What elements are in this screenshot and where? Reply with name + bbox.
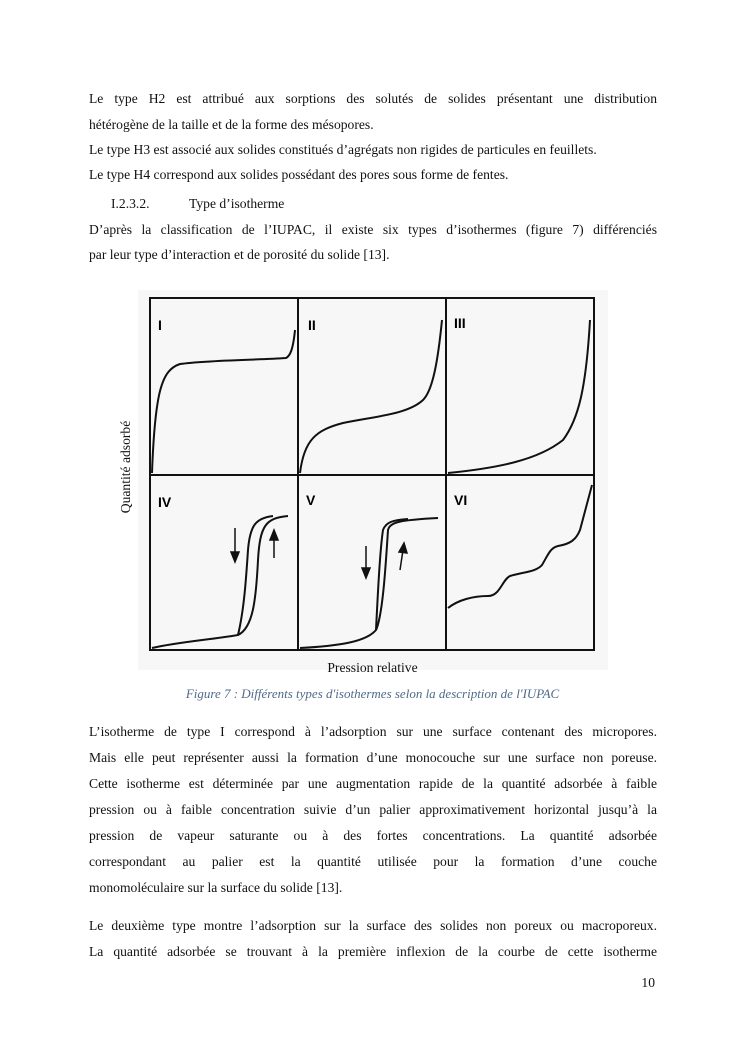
section-title: Type d’isotherme [189,196,285,211]
section-number: I.2.3.2. [111,196,150,211]
isotherm-curve-iii [448,320,590,473]
isotherm-curve-ii [300,320,442,473]
text-line: par leur type d’interaction et de porosité du solide [13]. [89,247,390,262]
text-line: hétérogène de la taille et de la forme des mésopores. [89,117,374,132]
section-heading [111,196,284,212]
text-line: Le type H3 est associé aux solides constitués d’agrégats non rigides de particules en feuillets. [89,142,597,157]
arrow-head-up-icon [270,530,278,540]
text-line: correspondant au palier est la quantité utilisée pour la formation d’une couche [89,854,657,869]
panel-label-iii: III [454,315,466,331]
text-line: Cette isotherme est déterminée par une augmentation rapide de la quantité adsorbée à faible [89,776,657,791]
isotherm-curve-i [152,330,295,473]
isotherm-curve-iv-adsorption [152,516,288,648]
panel-label-iv: IV [158,494,172,510]
text-line: Mais elle peut représenter aussi la formation d’une monocouche sur une surface non poreuse. [89,750,657,765]
text-line: Le type H4 correspond aux solides possédant des pores sous forme de fentes. [89,167,509,182]
y-axis-label: Quantité adsorbé [118,420,133,514]
arrow-head-up-icon [399,543,407,553]
text-line: D’après la classification de l’IUPAC, il existe six types d’isothermes (figure 7) différenciés [89,222,657,237]
isotherm-curve-vi [448,485,592,608]
text-line: monomoléculaire sur la surface du solide [13]. [89,880,343,895]
text-line: L’isotherme de type I correspond à l’adsorption sur une surface contenant des micropores. [89,724,657,739]
isotherm-curve-iv-desorption [238,516,273,635]
panel-label-vi: VI [454,492,468,508]
text-line: pression de vapeur saturante ou à des fortes concentrations. La quantité adsorbée [89,828,657,843]
arrow-head-down-icon [362,568,370,578]
text-line: Le deuxième type montre l’adsorption sur la surface des solides non poreux ou macroporeux. [89,918,657,933]
isotherm-figure [138,290,608,670]
panel-label-i: I [158,317,162,333]
panel-label-ii: II [308,317,316,333]
figure-caption: Figure 7 : Différents types d'isothermes selon la description de l'IUPAC [185,686,560,701]
isotherm-grid [138,290,608,670]
arrow-head-down-icon [231,552,239,562]
x-axis-label: Pression relative [327,660,418,675]
page-number: 10 [641,975,655,990]
text-line: La quantité adsorbée se trouvant à la première inflexion de la courbe de cette isotherme [89,944,657,959]
isotherm-curve-v-adsorption [300,518,438,648]
text-line: Le type H2 est attribué aux sorptions des solutés de solides présentant une distribution [89,91,657,106]
panel-label-v: V [306,492,316,508]
text-line: pression ou à faible concentration suivie d’un palier approximativement horizontal jusqu’à la [89,802,657,817]
